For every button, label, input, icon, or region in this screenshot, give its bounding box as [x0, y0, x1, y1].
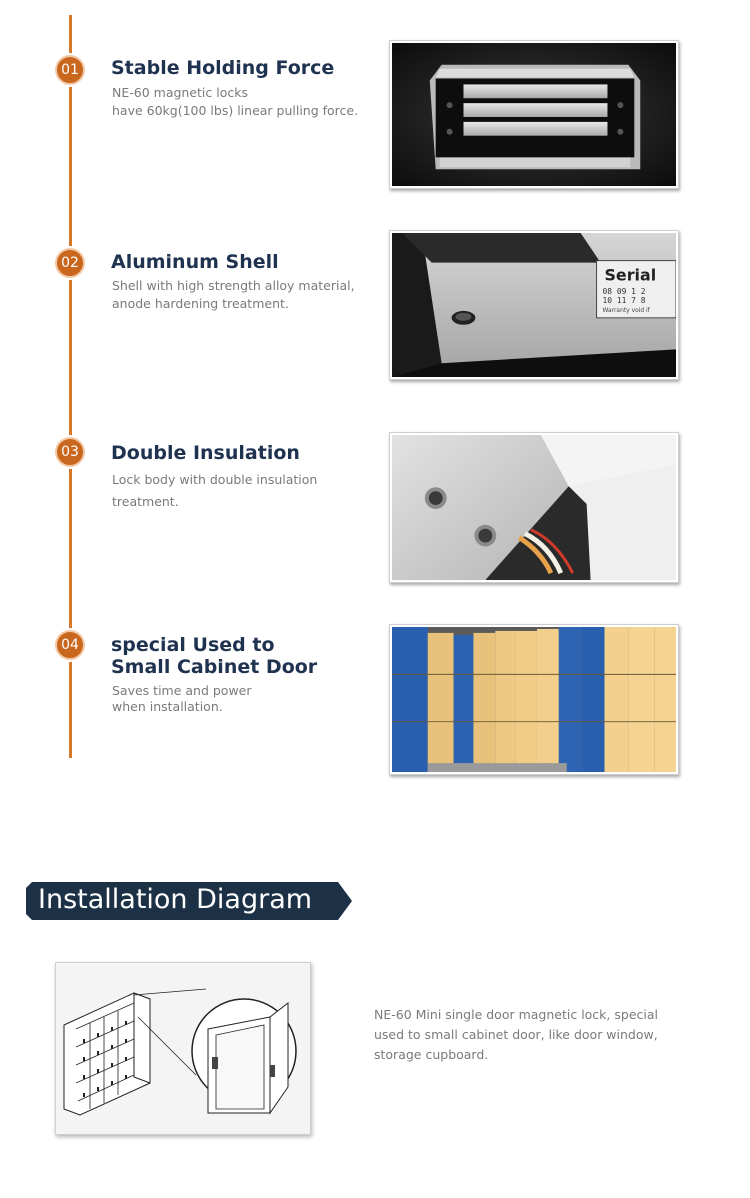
feature-number-badge: 04: [55, 630, 85, 660]
serial-digits-row2: 10 11 7 8: [602, 296, 646, 306]
feature-title: special Used to Small Cabinet Door: [111, 634, 318, 678]
serial-warranty-text: Warranty void if: [602, 306, 650, 314]
feature-description: Saves time and power when installation.: [112, 683, 252, 714]
double-insulation-photo: [389, 432, 679, 583]
feature-title: Stable Holding Force: [111, 57, 335, 79]
feature-number-badge: 03: [55, 437, 85, 467]
installation-diagram: [55, 962, 311, 1135]
feature-description: Lock body with double insulation treatment.: [112, 472, 318, 509]
aluminum-shell-photo: [389, 230, 679, 380]
serial-label-text: Serial: [604, 265, 657, 285]
installation-banner: [26, 882, 352, 920]
cabinet-lockers-photo: [389, 624, 679, 775]
feature-description: Shell with high strength alloy material, anode hardening treatment.: [112, 278, 355, 311]
feature-title: Double Insulation: [111, 442, 300, 464]
feature-title: Aluminum Shell: [111, 251, 279, 273]
feature-number-badge: 02: [55, 248, 85, 278]
serial-digits-row1: 08 09 1 2: [602, 287, 646, 297]
installation-description: NE-60 Mini single door magnetic lock, special used to small cabinet door, like door window, storage cupboard.: [374, 1007, 658, 1062]
magnetic-lock-front-photo: [389, 40, 679, 189]
feature-description: NE-60 magnetic locks have 60kg(100 lbs) linear pulling force.: [112, 85, 359, 118]
feature-number-badge: 01: [55, 55, 85, 85]
installation-heading: Installation Diagram: [38, 884, 313, 915]
